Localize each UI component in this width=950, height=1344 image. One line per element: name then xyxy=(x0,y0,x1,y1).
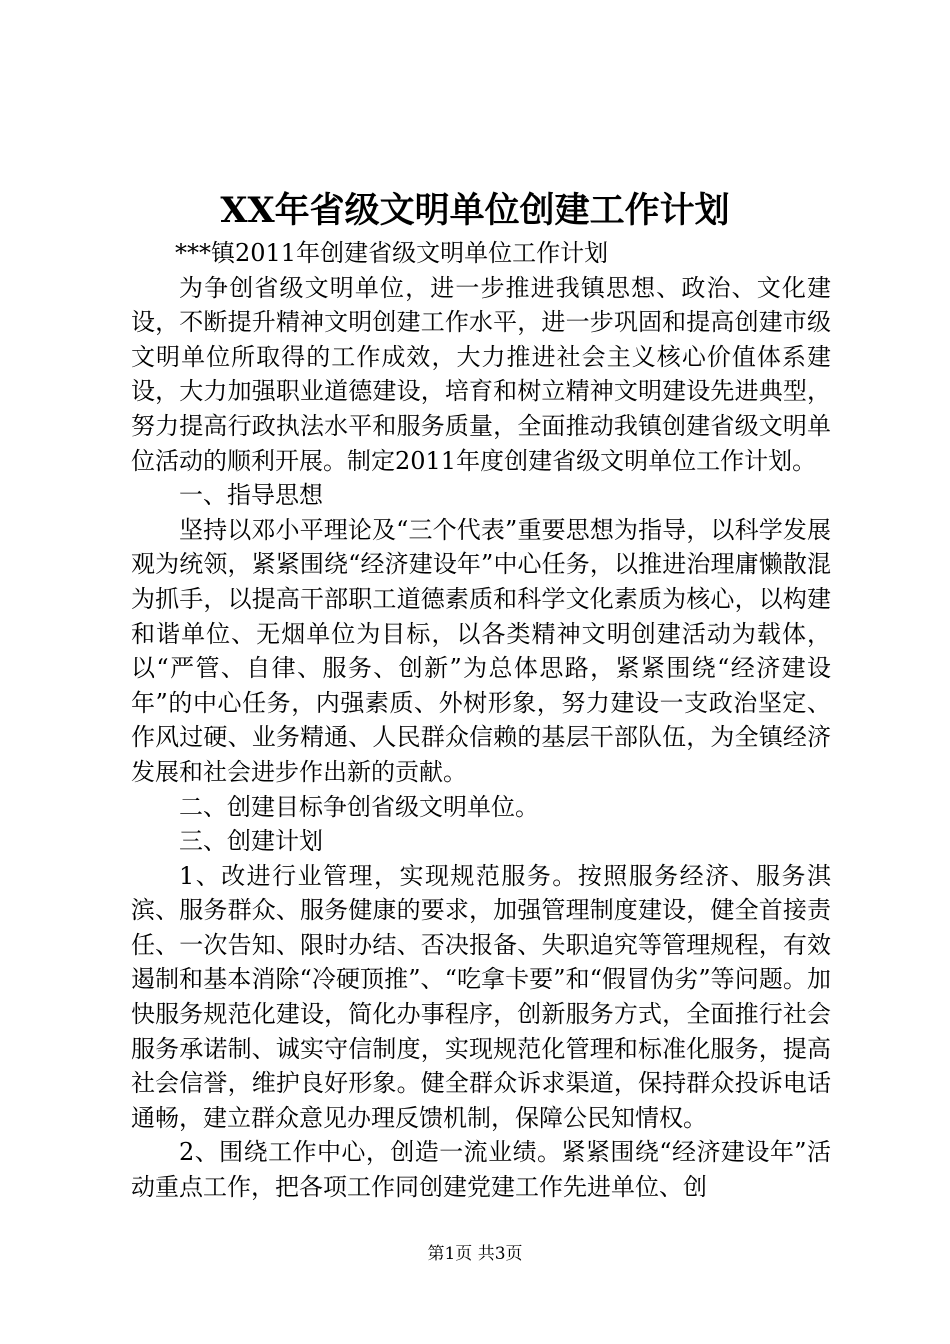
section-heading-plan: 三、创建计划 xyxy=(179,827,323,856)
section-heading-goal: 二、创建目标争创省级文明单位。 xyxy=(179,792,539,821)
paragraph-intro: 为争创省级文明单位，进一步推进我镇思想、政治、文化建设，不断提升精神文明创建工作水平，进一步巩固和提高创建市级文明单位所取得的工作成效，大力推进社会主义核心价值体系建设，大力加强职业道德建设，培育和树立精神文明建设先进典型，努力提高行政执法水平和服务质量，全面推动我镇创建省级文明单位活动的顺利开展。制定2011年度创建省级文明单位工作计划。 xyxy=(131,273,831,475)
document-body xyxy=(131,236,831,1205)
document-subtitle: ***镇2011年创建省级文明单位工作计划 xyxy=(175,239,609,267)
paragraph-guiding-ideology: 坚持以邓小平理论及“三个代表”重要思想为指导，以科学发展观为统领，紧紧围绕“经济建设年”中心任务，以推进治理庸懒散混为抓手，以提高干部职工道德素质和科学文化素质为核心，以构建和谐单位、无烟单位为目标，以各类精神文明创建活动为载体，以“严管、自律、服务、创新”为总体思路，紧紧围绕“经济建设年”的中心任务，内强素质、外树形象，努力建设一支政治坚定、作风过硬、业务精通、人民群众信赖的基层干部队伍，为全镇经济发展和社会进步作出新的贡献。 xyxy=(131,515,831,786)
page-footer: 第1页 共3页 xyxy=(427,1244,523,1264)
section-heading-guiding-ideology: 一、指导思想 xyxy=(179,481,323,510)
paragraph-plan-item-1: 1、改进行业管理，实现规范服务。按照服务经济、服务淇滨、服务群众、服务健康的要求，加强管理制度建设，健全首接责任、一次告知、限时办结、否决报备、失职追究等管理规程，有效遏制和基本消除“冷硬顶推”、“吃拿卡要”和“假冒伪劣”等问题。加快服务规范化建设，简化办事程序，创新服务方式，全面推行社会服务承诺制、诚实守信制度，实现规范化管理和标准化服务，提高社会信誉，维护良好形象。健全群众诉求渠道，保持群众投诉电话通畅，建立群众意见办理反馈机制，保障公民知情权。 xyxy=(131,861,831,1132)
document-title: XX年省级文明单位创建工作计划 xyxy=(220,190,730,231)
paragraph-plan-item-2: 2、围绕工作中心，创造一流业绩。紧紧围绕“经济建设年”活动重点工作，把各项工作同创建党建工作先进单位、创 xyxy=(131,1138,831,1202)
